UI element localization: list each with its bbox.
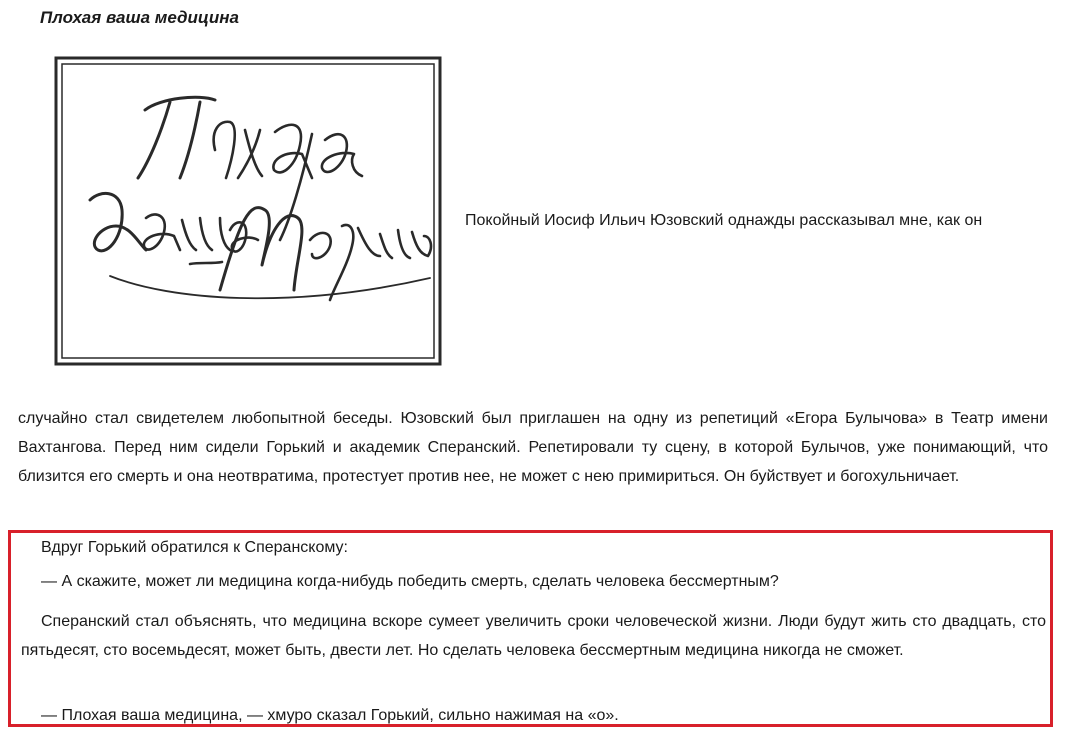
dialogue-paragraph: Вдруг Горький обратился к Сперанскому: — [41, 539, 348, 556]
handwritten-title-illustration — [50, 50, 446, 372]
body-paragraph: случайно стал свидетелем любопытной беседы. Юзовский был приглашен на одну из репетиций «Егора Булычова» в Театр имени Вахтангова. Перед ним сидели Горький и академик Сперанский. Репетировали ту сцену, в которой Булычов, уже понимающий, что близится его смерть и она неотвратима, протестует против нее, не может с нею примириться. Он буйствует и богохульничает. — [18, 410, 1048, 485]
dialogue-paragraph: — Плохая ваша медицина, — хмуро сказал Горький, сильно нажимая на «о». — [41, 707, 619, 724]
intro-fragment: Покойный Иосиф Ильич Юзовский однажды рассказывал мне, как он — [465, 212, 983, 229]
highlighted-dialogue-box — [8, 530, 1053, 727]
article-title: Плохая ваша медицина — [40, 8, 239, 27]
dialogue-paragraph: — А скажите, может ли медицина когда-нибудь победить смерть, сделать человека бессмертным? — [41, 573, 779, 590]
dialogue-paragraph: Сперанский стал объяснять, что медицина вскоре сумеет увеличить сроки человеческой жизни. Люди будут жить сто двадцать, сто пятьдесят, сто восемьдесят, может быть, двести лет. Но сделать человека бессмертным медицина никогда не сможет. — [21, 613, 1046, 659]
